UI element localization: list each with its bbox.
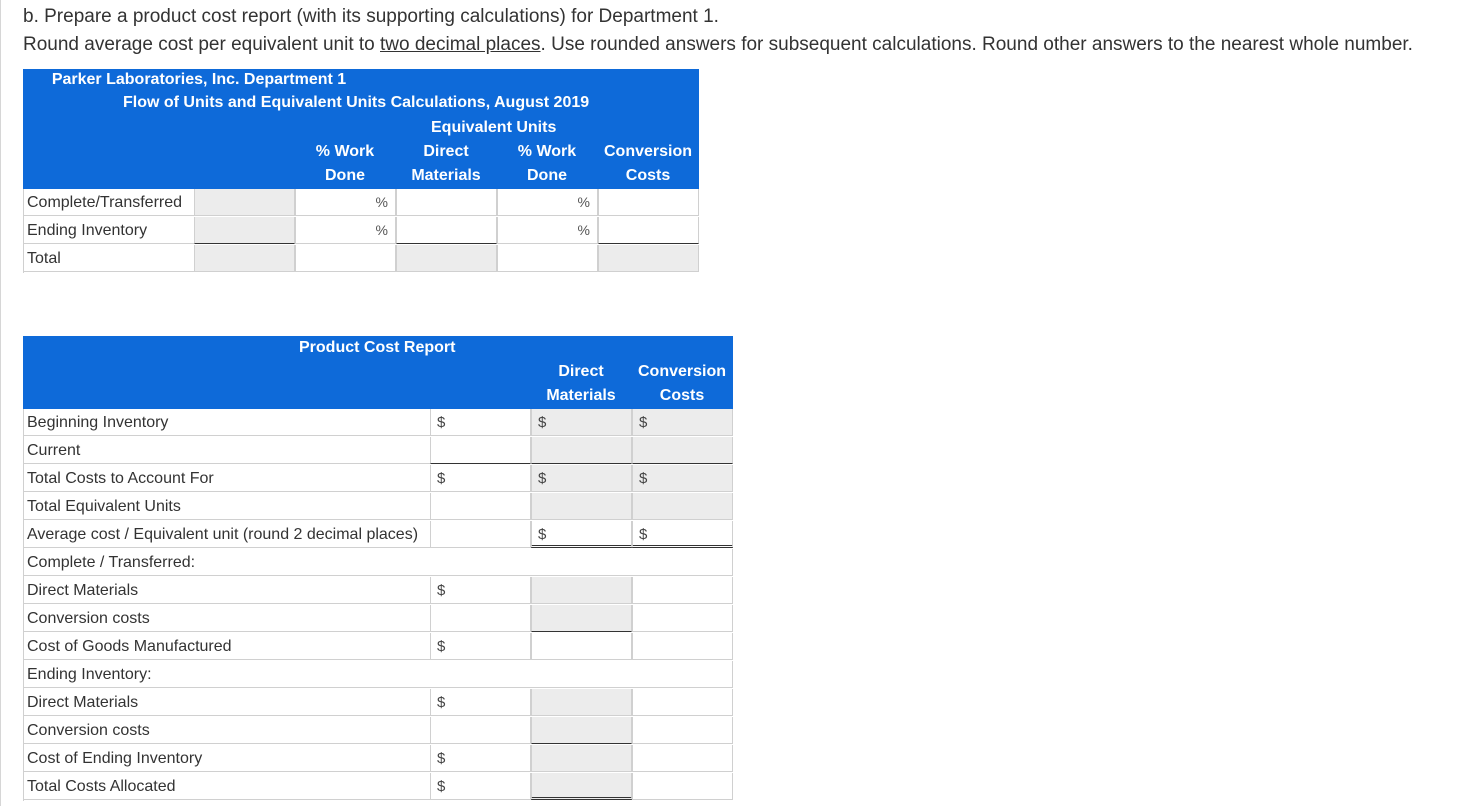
product-cost-report-header (23, 336, 733, 409)
conversion-cost-input[interactable] (632, 577, 733, 604)
total-cost-input[interactable] (430, 465, 531, 492)
total-cost-input[interactable] (430, 717, 531, 744)
instruction-line-1: b. Prepare a product cost report (with its supporting calculations) for Department 1. (23, 6, 719, 27)
percent-sign: % (577, 222, 590, 238)
empty-cell (497, 245, 598, 272)
conversion-cost-input[interactable] (632, 633, 733, 660)
dollar-sign: $ (639, 414, 648, 431)
row-label: Cost of Goods Manufactured (23, 633, 430, 660)
dollar-sign: $ (639, 470, 648, 487)
cost-report-row (23, 745, 733, 773)
total-cost-input[interactable] (430, 409, 531, 436)
total-cost-input[interactable] (430, 577, 531, 604)
dollar-sign: $ (437, 414, 446, 431)
cost-report-row (23, 521, 733, 549)
units-input[interactable] (194, 189, 295, 216)
row-label: Complete/Transferred (23, 189, 194, 216)
col-direct-materials-line1: Direct (423, 143, 469, 160)
cost-report-row (23, 773, 733, 801)
row-label: Direct Materials (23, 689, 430, 716)
cost-report-row (23, 605, 733, 633)
table1-title-company: Parker Laboratories, Inc. Department 1 (51, 71, 347, 88)
conversion-cost-input[interactable] (632, 689, 733, 716)
col-work-done-1-line1: % Work (315, 143, 375, 160)
col-conversion-costs-line1: Conversion (637, 363, 726, 380)
left-border (0, 0, 1, 806)
col-conversion-costs-line1: Conversion (603, 143, 692, 160)
units-input[interactable] (194, 217, 295, 244)
cost-report-row (23, 577, 733, 605)
direct-materials-cost-input[interactable] (531, 437, 632, 464)
total-cost-input[interactable] (430, 689, 531, 716)
cost-report-row (23, 409, 733, 437)
cost-report-row (23, 717, 733, 745)
product-cost-report-title: Product Cost Report (299, 339, 456, 356)
row-label: Beginning Inventory (23, 409, 430, 436)
cost-report-row (23, 493, 733, 521)
total-cost-input[interactable] (430, 745, 531, 772)
table1-row-ending-inventory (23, 217, 699, 245)
direct-materials-cost-input[interactable] (531, 409, 632, 436)
row-label: Current (23, 437, 430, 464)
conversion-total-input[interactable] (598, 245, 699, 272)
direct-materials-cost-input[interactable] (531, 773, 632, 800)
row-label: Total Equivalent Units (23, 493, 430, 520)
direct-materials-cost-input[interactable] (531, 745, 632, 772)
conversion-cost-input[interactable] (632, 773, 733, 800)
conversion-cost-input[interactable] (632, 521, 733, 548)
total-cost-input[interactable] (430, 521, 531, 548)
conversion-cost-input[interactable] (632, 605, 733, 632)
row-label: Direct Materials (23, 577, 430, 604)
row-label: Total Costs Allocated (23, 773, 430, 800)
col-conversion-costs-line2: Costs (659, 387, 705, 404)
row-label: Conversion costs (23, 717, 430, 744)
work-done-dm-input[interactable] (295, 217, 396, 244)
col-work-done-2-line1: % Work (517, 143, 577, 160)
direct-materials-eu-input[interactable] (396, 217, 497, 244)
equivalent-units-heading: Equivalent Units (431, 119, 557, 136)
dollar-sign: $ (437, 694, 446, 711)
instruction-line-2 (23, 34, 1413, 56)
col-work-done-2-line2: Done (527, 167, 567, 184)
cost-report-row (23, 633, 733, 661)
conversion-eu-input[interactable] (598, 217, 699, 244)
dollar-sign: $ (437, 582, 446, 599)
instruction-prefix: Round average cost per equivalent unit to (23, 34, 381, 55)
conversion-eu-input[interactable] (598, 189, 699, 216)
total-cost-input[interactable] (430, 437, 531, 464)
row-label: Cost of Ending Inventory (23, 745, 430, 772)
conversion-cost-input[interactable] (632, 493, 733, 520)
decimal-places-link[interactable]: two decimal places (380, 34, 541, 55)
units-total-input[interactable] (194, 245, 295, 272)
row-label: Complete / Transferred: (23, 549, 733, 576)
direct-materials-cost-input[interactable] (531, 605, 632, 632)
dollar-sign: $ (437, 470, 446, 487)
empty-cell (295, 245, 396, 272)
direct-materials-cost-input[interactable] (531, 493, 632, 520)
instruction-suffix: . Use rounded answers for subsequent calculations. Round other answers to the nearest whole number. (540, 34, 1413, 55)
dollar-sign: $ (437, 750, 446, 767)
row-label: Ending Inventory (23, 217, 194, 244)
cost-report-row (23, 689, 733, 717)
dollar-sign: $ (639, 526, 648, 543)
dollar-sign: $ (538, 470, 547, 487)
direct-materials-eu-input[interactable] (396, 189, 497, 216)
work-done-cc-input[interactable] (497, 189, 598, 216)
work-done-dm-input[interactable] (295, 189, 396, 216)
table1-title-flow: Flow of Units and Equivalent Units Calculations, August 2019 (123, 94, 590, 111)
direct-materials-total-input[interactable] (396, 245, 497, 272)
conversion-cost-input[interactable] (632, 717, 733, 744)
total-cost-input[interactable] (430, 633, 531, 660)
cost-report-row (23, 437, 733, 465)
col-conversion-costs-line2: Costs (625, 167, 671, 184)
row-label: Average cost / Equivalent unit (round 2 decimal places) (23, 521, 430, 548)
direct-materials-cost-input[interactable] (531, 689, 632, 716)
percent-sign: % (375, 222, 388, 238)
direct-materials-cost-input[interactable] (531, 717, 632, 744)
row-label: Total (23, 245, 194, 272)
conversion-cost-input[interactable] (632, 437, 733, 464)
row-label: Conversion costs (23, 605, 430, 632)
total-cost-input[interactable] (430, 605, 531, 632)
direct-materials-cost-input[interactable] (531, 577, 632, 604)
col-direct-materials-line1: Direct (558, 363, 604, 380)
table1-row-complete-transferred (23, 189, 699, 217)
work-done-cc-input[interactable] (497, 217, 598, 244)
table2-left-edge (23, 409, 24, 801)
direct-materials-cost-input[interactable] (531, 521, 632, 548)
total-cost-input[interactable] (430, 493, 531, 520)
cost-report-row (23, 549, 733, 577)
percent-sign: % (577, 194, 590, 210)
row-label: Ending Inventory: (23, 661, 733, 688)
conversion-cost-input[interactable] (632, 745, 733, 772)
conversion-cost-input[interactable] (632, 409, 733, 436)
total-cost-input[interactable] (430, 773, 531, 800)
row-label: Total Costs to Account For (23, 465, 430, 492)
direct-materials-cost-input[interactable] (531, 633, 632, 660)
conversion-cost-input[interactable] (632, 465, 733, 492)
dollar-sign: $ (437, 638, 446, 655)
col-work-done-1-line2: Done (325, 167, 365, 184)
col-direct-materials-line2: Materials (546, 387, 616, 404)
dollar-sign: $ (538, 414, 547, 431)
table1-row-total (23, 245, 699, 273)
table1-left-edge (23, 189, 24, 273)
cost-report-row (23, 661, 733, 689)
percent-sign: % (375, 194, 388, 210)
col-direct-materials-line2: Materials (411, 167, 481, 184)
equivalent-units-table-header (23, 69, 699, 189)
cost-report-row (23, 465, 733, 493)
dollar-sign: $ (538, 526, 547, 543)
dollar-sign: $ (437, 778, 446, 795)
direct-materials-cost-input[interactable] (531, 465, 632, 492)
